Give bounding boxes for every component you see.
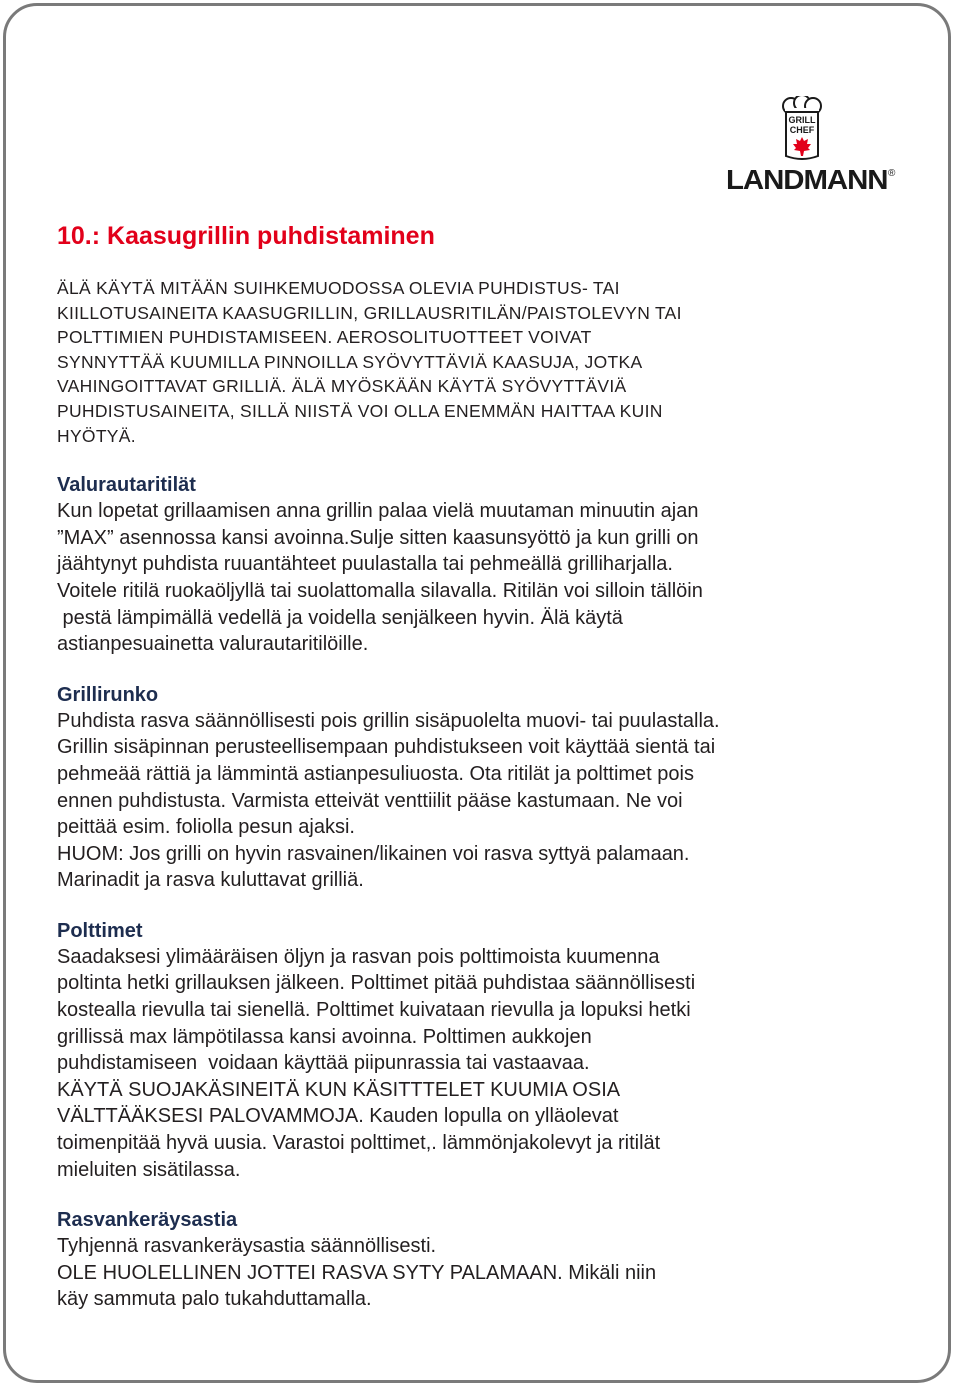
text-line: grillissä max lämpötilassa kansi avoinna. Polttimen aukkojen xyxy=(57,1025,592,1048)
brand-name: LANDMANN xyxy=(726,164,888,195)
section-heading: Polttimet xyxy=(57,919,143,942)
text-line: jäähtynyt puhdista ruuantähteet puulastalla tai pehmeällä grilliharjalla. xyxy=(57,553,673,576)
text-line: pehmeää rättiä ja lämmintä astianpesuliuosta. Ota ritilät ja polttimet pois xyxy=(57,762,694,785)
hat-text-top: GRILL xyxy=(788,115,816,125)
text-line: Marinadit ja rasva kuluttavat grilliä. xyxy=(57,869,364,892)
text-line: Voitele ritilä ruokaöljyllä tai suolattomalla silavalla. Ritilän voi silloin tällöin xyxy=(57,579,703,602)
text-line: Grillin sisäpinnan perusteellisempaan puhdistukseen voit käyttää sientä tai xyxy=(57,736,716,759)
warning-line: KIILLOTUSAINEITA KAASUGRILLIN, GRILLAUSRITILÄN/PAISTOLEVYN TAI xyxy=(57,302,682,323)
text-line: ”MAX” asennossa kansi avoinna.Sulje sitten kaasunsyöttö ja kun grilli on xyxy=(57,526,699,549)
text-line: OLE HUOLELLINEN JOTTEI RASVA SYTY PALAMAAN. Mikäli niin xyxy=(57,1261,657,1284)
section-polttimet xyxy=(57,918,927,1183)
text-line: peittää esim. foliolla pesun ajaksi. xyxy=(57,816,355,839)
section-text xyxy=(57,498,927,658)
section-text xyxy=(57,1233,927,1313)
section-text xyxy=(57,944,927,1183)
text-line: VÄLTTÄÄKSESI PALOVAMMOJA. Kauden lopulla on ylläolevat xyxy=(57,1105,619,1128)
text-line: Puhdista rasva säännöllisesti pois grillin sisäpuolelta muovi- tai puulastalla. xyxy=(57,709,720,732)
text-line: astianpesuainetta valurautaritilöille. xyxy=(57,633,369,656)
hat-text-bottom: CHEF xyxy=(789,125,815,135)
section-heading: Rasvankeräysastia xyxy=(57,1209,238,1232)
text-line: Saadaksesi ylimääräisen öljyn ja rasvan pois polttimoista kuumenna xyxy=(57,945,660,968)
warning-line: SYNNYTTÄÄ KUUMILLA PINNOILLA SYÖVYTTÄVIÄ KAASUJA, JOTKA xyxy=(57,351,643,372)
text-line: mieluiten sisätilassa. xyxy=(57,1158,241,1181)
section-rasvankeraysastia xyxy=(57,1207,927,1313)
section-text xyxy=(57,708,927,894)
text-line: toimenpitää hyvä uusia. Varastoi polttimet,. lämmönjakolevyt ja ritilät xyxy=(57,1132,661,1155)
section-heading: Grillirunko xyxy=(57,683,159,706)
warning-line: ÄLÄ KÄYTÄ MITÄÄN SUIHKEMUODOSSA OLEVIA PUHDISTUS- TAI xyxy=(57,278,620,298)
text-line: Kun lopetat grillaamisen anna grillin palaa vielä muutaman minuutin ajan xyxy=(57,500,699,523)
text-line: KÄYTÄ SUOJAKÄSINEITÄ KUN KÄSITTTELET KUUMIA OSIA xyxy=(57,1078,621,1101)
text-line: kostealla rievulla tai sienellä. Polttimet kuivataan rievulla ja lopuksi hetki xyxy=(57,999,691,1022)
text-line: ennen puhdistusta. Varmista etteivät venttiilit pääse kastumaan. Ne voi xyxy=(57,789,683,812)
warning-line: VAHINGOITTAVAT GRILLIÄ. ÄLÄ MYÖSKÄÄN KÄYTÄ SYÖVYTTÄVIÄ xyxy=(57,376,627,397)
warning-line: PUHDISTUSAINEITA, SILLÄ NIISTÄ VOI OLLA ENEMMÄN HAITTAA KUIN xyxy=(57,400,663,421)
section-grillirunko xyxy=(57,682,927,894)
page-title: 10.: Kaasugrillin puhdistaminen xyxy=(57,222,435,250)
text-line: pestä lämpimällä vedellä ja voidella senjälkeen hyvin. Älä käytä xyxy=(57,606,623,629)
warning-line: HYÖTYÄ. xyxy=(57,425,136,446)
safety-warning xyxy=(57,276,927,448)
warning-line: POLTTIMIEN PUHDISTAMISEEN. AEROSOLITUOTTEET VOIVAT xyxy=(57,327,592,348)
text-line: käy sammuta palo tukahduttamalla. xyxy=(57,1288,372,1311)
chef-hat-icon xyxy=(782,96,822,162)
text-line: puhdistamiseen voidaan käyttää piipunrassia tai vastaavaa. xyxy=(57,1052,590,1075)
section-heading: Valurautaritilät xyxy=(57,474,196,497)
text-line: poltinta hetki grillauksen jälkeen. Polttimet pitää puhdistaa säännöllisesti xyxy=(57,972,696,995)
text-line: HUOM: Jos grilli on hyvin rasvainen/likainen voi rasva syttyä palamaan. xyxy=(57,842,690,865)
text-line: Tyhjennä rasvankeräysastia säännöllisesti. xyxy=(57,1235,437,1258)
landmann-logo xyxy=(726,96,896,196)
registered-mark: ® xyxy=(888,168,896,179)
section-valurautaritilat xyxy=(57,472,927,658)
document-body xyxy=(57,276,927,1313)
